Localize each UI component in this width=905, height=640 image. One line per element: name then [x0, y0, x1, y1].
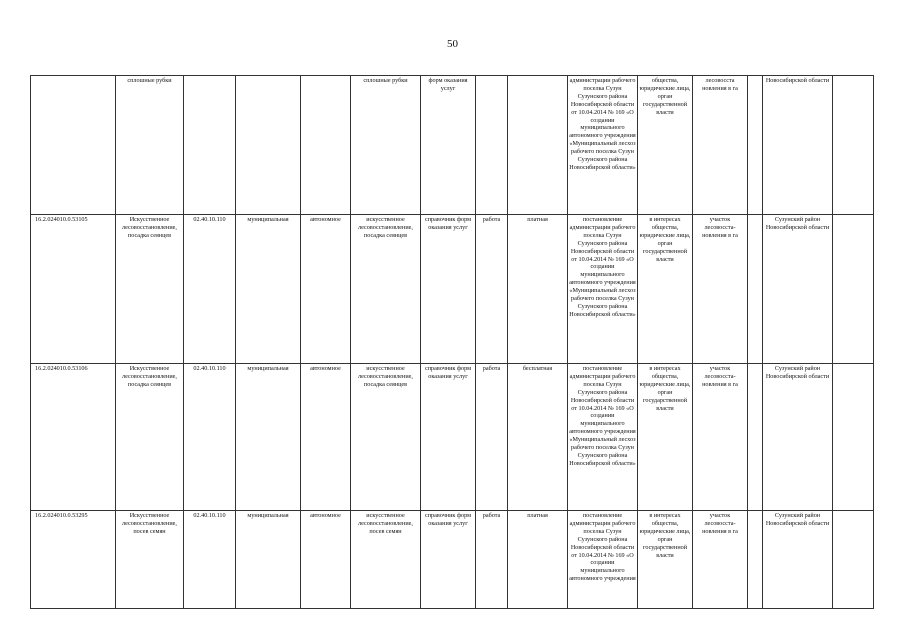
service-content-cell: искусственное лесовосстановление, посадка сеянцев: [351, 215, 421, 364]
empty-cell: [748, 364, 763, 511]
reference-cell: форм оказания услуг: [421, 76, 476, 215]
services-registry-table: [30, 75, 874, 609]
service-code-cell: [31, 76, 116, 215]
empty-cell: [833, 364, 874, 511]
service-code-cell: 16.2.024010.0.53105: [31, 215, 116, 364]
org-type-cell: автономное: [301, 215, 351, 364]
okved-code-cell: 02.40.10.110: [184, 511, 236, 609]
indicator-cell: лесовосста новления в га: [693, 76, 748, 215]
table-row: [31, 364, 874, 511]
empty-cell: [833, 215, 874, 364]
consumers-cell: общества, юридические лица, орган государственной власти: [638, 76, 693, 215]
org-type-cell: [301, 76, 351, 215]
kind-cell: [476, 76, 508, 215]
legal-act-cell: администрации рабочего поселка Сузун Сузунского района Новосибирской области от 10.04.2014 № 169 «О создании муниципального автономного учреждения «Муниципальный лесхоз рабочего поселка Сузун Сузунского района Новосибирской области»: [568, 76, 638, 215]
territory-cell: Сузунский район Новосибирской области: [763, 215, 833, 364]
reference-cell: справочник форм оказания услуг: [421, 215, 476, 364]
service-content-cell: искусственное лесовосстановление, посев семян: [351, 511, 421, 609]
service-name-cell: Искусственное лесовосстановление, посадка сеянцев: [116, 364, 184, 511]
service-code-cell: 16.2.024010.0.53106: [31, 364, 116, 511]
empty-cell: [748, 511, 763, 609]
service-name-cell: Искусственное лесовосстановление, посев семян: [116, 511, 184, 609]
indicator-cell: участок лесовосста-новления в га: [693, 215, 748, 364]
okved-code-cell: [184, 76, 236, 215]
empty-cell: [833, 76, 874, 215]
okved-code-cell: 02.40.10.110: [184, 364, 236, 511]
service-code-cell: 16.2.024010.0.53295: [31, 511, 116, 609]
org-type-cell: автономное: [301, 511, 351, 609]
payment-cell: [508, 76, 568, 215]
service-content-cell: искусственное лесовосстановление, посадка сеянцев: [351, 364, 421, 511]
legal-act-cell: постановление администрации рабочего поселка Сузун Сузунского района Новосибирской области от 10.04.2014 № 169 «О создании муниципального автономного учреждения «Муниципальный лесхоз рабочего поселка Сузун Сузунского района Новосибирской области»: [568, 364, 638, 511]
consumers-cell: в интересах общества, юридические лица, орган государственной власти: [638, 215, 693, 364]
payment-cell: платная: [508, 511, 568, 609]
reference-cell: справочник форм оказания услуг: [421, 511, 476, 609]
ownership-cell: муниципальная: [236, 364, 301, 511]
indicator-cell: участок лесовосста-новления в га: [693, 364, 748, 511]
okved-code-cell: 02.40.10.110: [184, 215, 236, 364]
ownership-cell: муниципальная: [236, 511, 301, 609]
page-number: 50: [447, 38, 458, 50]
table-row: [31, 76, 874, 215]
reference-cell: справочник форм оказания услуг: [421, 364, 476, 511]
consumers-cell: в интересах общества, юридические лица, орган государственной власти: [638, 511, 693, 609]
service-content-cell: сплошные рубки: [351, 76, 421, 215]
legal-act-cell: постановление администрации рабочего поселка Сузун Сузунского района Новосибирской области от 10.04.2014 № 169 «О создании муниципального автономного учреждения: [568, 511, 638, 609]
ownership-cell: муниципальная: [236, 215, 301, 364]
payment-cell: платная: [508, 215, 568, 364]
territory-cell: Сузунский район Новосибирской области: [763, 364, 833, 511]
org-type-cell: автономное: [301, 364, 351, 511]
payment-cell: бесплатная: [508, 364, 568, 511]
empty-cell: [748, 215, 763, 364]
indicator-cell: участок лесовосста-новления в га: [693, 511, 748, 609]
empty-cell: [833, 511, 874, 609]
territory-cell: Новосибирской области: [763, 76, 833, 215]
empty-cell: [748, 76, 763, 215]
table-row: [31, 511, 874, 609]
consumers-cell: в интересах общества, юридические лица, орган государственной власти: [638, 364, 693, 511]
table-row: [31, 215, 874, 364]
kind-cell: работа: [476, 364, 508, 511]
service-name-cell: сплошные рубки: [116, 76, 184, 215]
territory-cell: Сузунский район Новосибирской области: [763, 511, 833, 609]
kind-cell: работа: [476, 215, 508, 364]
legal-act-cell: постановление администрации рабочего поселка Сузун Сузунского района Новосибирской области от 10.04.2014 № 169 «О создании муниципального автономного учреждения «Муниципальный лесхоз рабочего поселка Сузун Сузунского района Новосибирской области»: [568, 215, 638, 364]
service-name-cell: Искусственное лесовосстановление, посадка сеянцев: [116, 215, 184, 364]
kind-cell: работа: [476, 511, 508, 609]
ownership-cell: [236, 76, 301, 215]
